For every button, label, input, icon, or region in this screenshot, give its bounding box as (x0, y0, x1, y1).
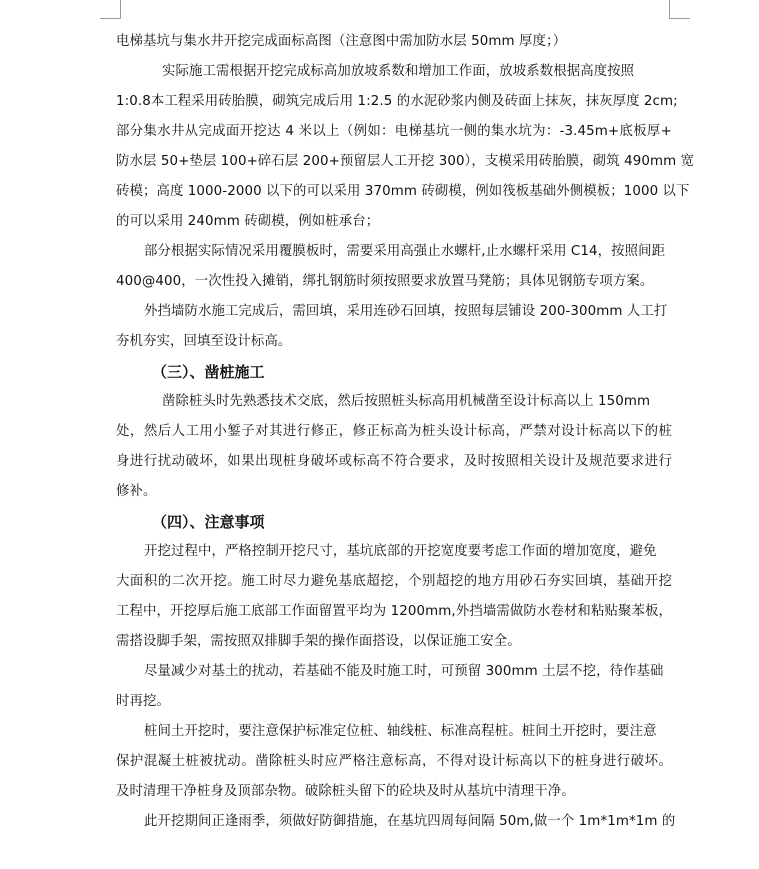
paragraph-line: 1:0.8本工程采用砖胎膜，砌筑完成后用 1:2.5 的水泥砂浆内侧及砖面上抹灰，抹灰厚度 2cm; (116, 94, 678, 109)
paragraph-line: 处，然后人工用小錾子对其进行修正，修正标高为桩头设计标高，严禁对设计标高以下的桩 (116, 424, 672, 439)
document-body (116, 27, 695, 837)
paragraph-line: 修补。 (116, 484, 157, 499)
paragraph-line: 桩间土开挖时，要注意保护标准定位桩、轴线桩、标准高程桩。桩间土开挖时，要注意 (144, 724, 657, 739)
paragraph-line: 的可以采用 240mm 砖砌模，例如桩承台； (116, 214, 380, 229)
paragraph-line: 需搭设脚手架，需按照双排脚手架的操作面搭设，以保证施工安全。 (116, 634, 521, 649)
paragraph-line: 尽量减少对基土的扰动，若基础不能及时施工时，可预留 300mm 土层不挖，待作基础 (144, 664, 664, 679)
paragraph-line: 实际施工需根据开挖完成标高加放坡系数和增加工作面，放坡系数根据高度按照 (162, 64, 635, 79)
paragraph-line: 身进行扰动破坏，如果出现桩身破坏或标高不符合要求，及时按照相关设计及规范要求进行 (116, 454, 672, 469)
section-heading: （四）、注意事项 (152, 513, 265, 531)
paragraph-line: 夯机夯实，回填至设计标高。 (116, 334, 292, 349)
paragraph-line: 大面积的二次开挖。施工时尽力避免基底超挖，个别超挖的地方用砂石夯实回填，基础开挖 (116, 574, 672, 589)
paragraph-line: 凿除桩头时先熟悉技术交底，然后按照桩头标高用机械凿至设计标高以上 150mm (162, 394, 651, 409)
page-margin-corner-right (669, 0, 690, 19)
caption-line: 电梯基坑与集水井开挖完成面标高图（注意图中需加防水层 50mm 厚度；） (116, 34, 567, 49)
paragraph-line: 部分集水井从完成面开挖达 4 米以上（例如：电梯基坑一侧的集水坑为：-3.45m+底板厚+ (116, 124, 672, 139)
paragraph-line: 砖模；高度 1000-2000 以下的可以采用 370mm 砖砌模，例如筏板基础外侧模板；1000 以下 (116, 184, 690, 199)
paragraph-line: 此开挖期间正逢雨季，须做好防御措施，在基坑四周每间隔 50m,做一个 1m*1m*1m 的 (144, 814, 676, 829)
paragraph-line: 400@400，一次性投入摊销，绑扎钢筋时须按照要求放置马凳筋；具体见钢筋专项方案。 (116, 274, 654, 289)
paragraph-line: 防水层 50+垫层 100+碎石层 200+预留层人工开挖 300），支模采用砖胎膜，砌筑 490mm 宽 (116, 154, 695, 169)
paragraph-line: 工程中，开挖厚后施工底部工作面留置平均为 1200mm,外挡墙需做防水卷材和粘贴聚苯板， (116, 604, 672, 619)
paragraph-line: 外挡墙防水施工完成后，需回填，采用连砂石回填，按照每层铺设 200-300mm 人工打 (144, 304, 668, 319)
paragraph-line: 及时清理干净桩身及顶部杂物。破除桩头留下的砼块及时从基坑中清理干净。 (116, 784, 575, 799)
paragraph-line: 保护混凝土桩被扰动。凿除桩头时应严格注意标高，不得对设计标高以下的桩身进行破坏。 (116, 754, 672, 769)
page-margin-corner-left (100, 0, 121, 19)
paragraph-line: 开挖过程中，严格控制开挖尺寸，基坑底部的开挖宽度要考虑工作面的增加宽度，避免 (144, 544, 657, 559)
section-heading: （三）、凿桩施工 (152, 363, 265, 381)
paragraph-line: 时再挖。 (116, 694, 170, 709)
paragraph-line: 部分根据实际情况采用覆膜板时，需要采用高强止水螺杆,止水螺杆采用 C14，按照间距 (144, 244, 666, 259)
